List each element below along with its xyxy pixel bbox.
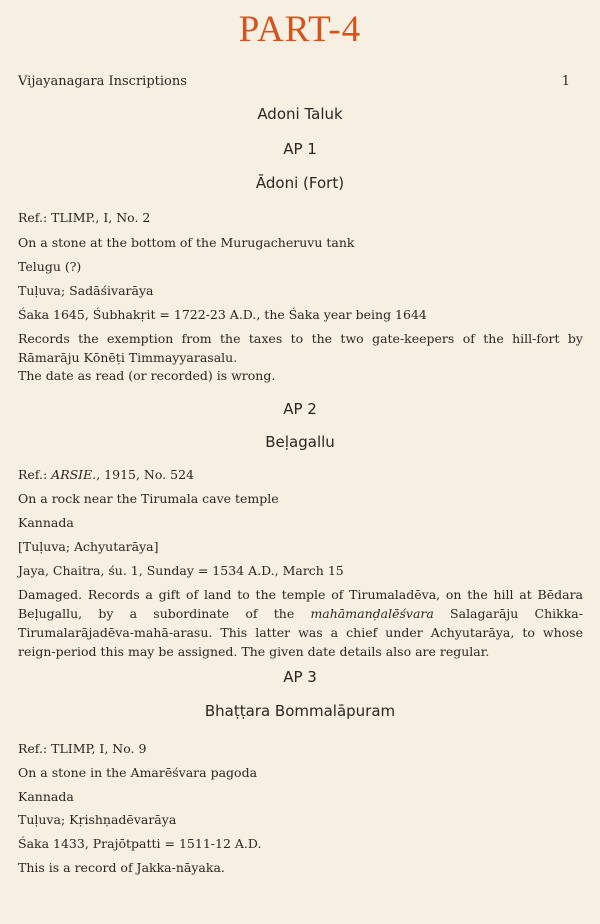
reference-label: Ref.: — [18, 210, 48, 225]
reference-detail: , I, No. 2 — [95, 210, 151, 225]
reference-label: Ref.: — [18, 467, 48, 482]
entry-date: Jaya, Chaitra, śu. 1, Sunday = 1534 A.D., March 15 — [18, 563, 344, 578]
entry-text-part: Salagarāju Chikka-Tirumalarājadēva-mahā-arasu. This latter was a chief under Achyutarāya, to whose reign-period this may be assigned. The given date details also are regular. — [18, 606, 583, 659]
entry-note: The date as read (or recorded) is wrong. — [18, 368, 276, 383]
entry-id-ap2: AP 2 — [283, 400, 317, 418]
entry-id-ap3: AP 3 — [283, 668, 317, 686]
reference-source: TLIMP. — [51, 210, 96, 225]
entry-place-ap3: Bhaṭṭara Bommalāpuram — [204, 702, 396, 720]
entry-text-part: Damaged. Records a gift of land to the temple of Tirumaladēva, on the hill at Bēdara Beḷugallu, by a subordinate of the — [18, 587, 583, 621]
entry-date: Śaka 1433, Prajōtpatti = 1511-12 A.D. — [18, 836, 262, 851]
entry-location: On a stone in the Amarēśvara pagoda — [18, 765, 258, 780]
entry-text — [18, 585, 583, 661]
entry-date: Śaka 1645, Śubhakṛit = 1722-23 A.D., the Śaka year being 1644 — [18, 307, 427, 322]
entry-language: Kannada — [18, 789, 74, 804]
entry-location: On a stone at the bottom of the Murugacheruvu tank — [18, 235, 355, 250]
entry-dynasty: [Tuḷuva; Achyutarāya] — [18, 539, 159, 554]
running-head: Vijayanagara Inscriptions — [18, 74, 187, 89]
entry-reference — [18, 467, 586, 482]
entry-place-ap1: Ādoni (Fort) — [255, 174, 345, 192]
entry-place-ap2: Beḷagallu — [265, 433, 335, 451]
taluk-heading: Adoni Taluk — [257, 105, 343, 123]
entry-reference — [18, 210, 586, 225]
page-number: 1 — [561, 74, 570, 89]
entry-dynasty: Tuḷuva; Kṛishṇadēvarāya — [18, 812, 177, 827]
entry-id-ap1: AP 1 — [283, 140, 317, 158]
entry-text-title: mahāmanḍalēśvara — [310, 606, 434, 621]
part-title: PART-4 — [238, 9, 362, 50]
entry-text: Records the exemption from the taxes to the two gate-keepers of the hill-fort by Rāmarāju Kōnēṭi Timmayyarasalu. — [18, 331, 583, 365]
reference-label: Ref.: — [18, 741, 48, 756]
entry-dynasty: Tuḷuva; Sadāśivarāya — [18, 283, 154, 298]
entry-text: This is a record of Jakka-nāyaka. — [18, 860, 225, 875]
reference-detail: , I, No. 9 — [91, 741, 147, 756]
reference-source: ARSIE. — [51, 467, 97, 482]
reference-detail: , 1915, No. 524 — [96, 467, 194, 482]
reference-source: TLIMP — [51, 741, 92, 756]
entry-reference — [18, 741, 586, 756]
entry-location: On a rock near the Tirumala cave temple — [18, 491, 279, 506]
entry-language: Kannada — [18, 515, 74, 530]
entry-language: Telugu (?) — [18, 259, 82, 274]
